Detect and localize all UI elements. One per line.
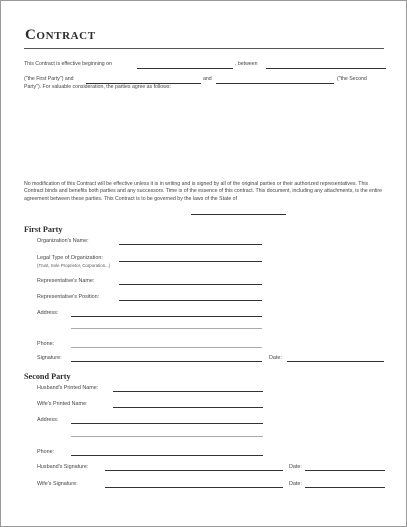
title-divider bbox=[24, 48, 384, 49]
rep-position-label: Representative's Position: bbox=[37, 294, 100, 300]
second-address-label: Address: bbox=[37, 417, 59, 423]
first-phone-field[interactable] bbox=[71, 347, 262, 348]
first-party-heading: First Party bbox=[24, 225, 63, 234]
husband-name-field[interactable] bbox=[113, 391, 263, 392]
husband-date-field[interactable] bbox=[305, 470, 385, 471]
intro-text-effective: This Contract is effective beginning on bbox=[24, 61, 112, 67]
first-phone-label: Phone: bbox=[37, 341, 55, 347]
first-date-field[interactable] bbox=[287, 361, 384, 362]
legal-type-field[interactable] bbox=[119, 261, 262, 262]
second-phone-label: Phone: bbox=[37, 449, 55, 455]
intro-text-first-party: ("the First Party") and bbox=[24, 76, 74, 82]
wife-name-label: Wife's Printed Name: bbox=[37, 401, 88, 407]
rep-position-field[interactable] bbox=[119, 300, 262, 301]
intro-text-second: ("the Second bbox=[337, 76, 367, 82]
first-party-name-field[interactable] bbox=[266, 68, 386, 69]
second-party-name-field-2[interactable] bbox=[216, 83, 334, 84]
first-address-field-1[interactable] bbox=[71, 316, 262, 317]
first-date-label: Date: bbox=[269, 355, 282, 361]
husband-date-label: Date: bbox=[289, 464, 302, 470]
first-address-field-2[interactable] bbox=[71, 328, 262, 329]
first-signature-field[interactable] bbox=[71, 361, 262, 362]
wife-date-field[interactable] bbox=[305, 487, 385, 488]
wife-signature-label: Wife's Signature: bbox=[37, 481, 78, 487]
second-address-field-2[interactable] bbox=[71, 436, 263, 437]
intro-text-between: , between bbox=[235, 61, 258, 67]
wife-name-field[interactable] bbox=[113, 407, 263, 408]
page-title: Contract bbox=[25, 27, 96, 43]
husband-name-label: Husband's Printed Name: bbox=[37, 385, 99, 391]
husband-signature-field[interactable] bbox=[105, 470, 283, 471]
legal-type-label: Legal Type of Organization: bbox=[37, 255, 103, 261]
legal-type-hint: (Trust, Sole Proprietor, Corporation...) bbox=[37, 263, 111, 268]
wife-signature-field[interactable] bbox=[105, 487, 283, 488]
second-address-field-1[interactable] bbox=[71, 423, 263, 424]
first-address-label: Address: bbox=[37, 310, 59, 316]
org-name-field[interactable] bbox=[119, 244, 262, 245]
rep-name-label: Representative's Name: bbox=[37, 278, 95, 284]
org-name-label: Organization's Name: bbox=[37, 238, 89, 244]
governing-state-field[interactable] bbox=[191, 214, 286, 215]
wife-date-label: Date: bbox=[289, 481, 302, 487]
intro-text-and: and bbox=[203, 76, 212, 82]
rep-name-field[interactable] bbox=[119, 284, 262, 285]
first-signature-label: Signature: bbox=[37, 355, 62, 361]
intro-text-consideration: Party"). For valuable consideration, the parties agree as follows: bbox=[24, 84, 171, 90]
closing-paragraph: No modification of this Contract will be effective unless it is in writing and is signed by all of the original parties or their authorized representatives. This Contract binds and benefits both parties and any successors. Time is of the essence of this contract. This document, including any attachments, is the entire agreement between these parties. This Contract is to be governed by the laws of the State of bbox=[24, 181, 383, 202]
second-party-heading: Second Party bbox=[24, 372, 71, 381]
second-phone-field[interactable] bbox=[71, 455, 263, 456]
effective-date-field[interactable] bbox=[137, 68, 233, 69]
husband-signature-label: Husband's Signature: bbox=[37, 464, 89, 470]
